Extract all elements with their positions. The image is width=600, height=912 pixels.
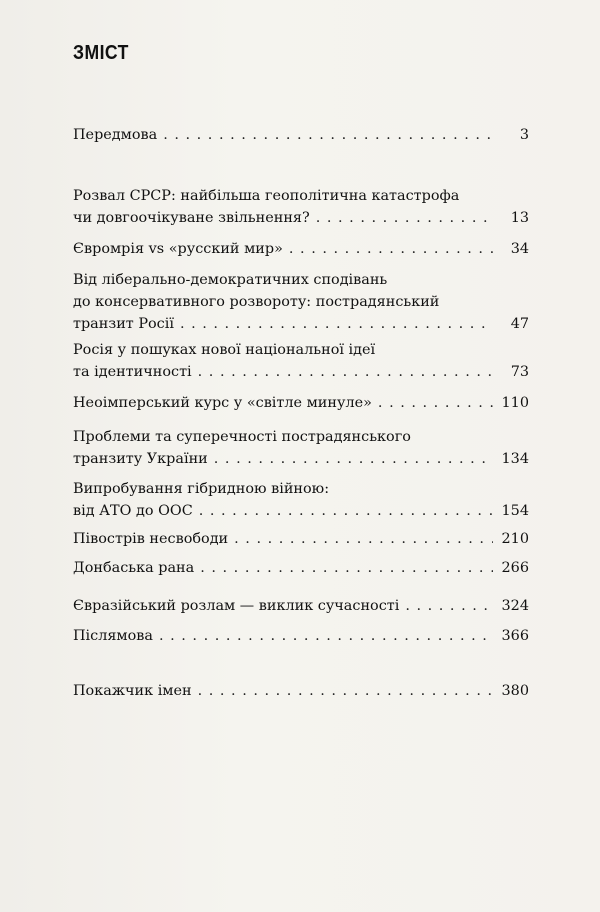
toc-entry-9 [73, 557, 529, 579]
toc-entry-12 [73, 680, 529, 702]
page-title: ЗМІСТ [73, 42, 129, 64]
toc-entry-line: Розвал СРСР: найбільша геополітична катастрофа [73, 188, 460, 204]
dot-leader [316, 207, 493, 229]
dot-leader [180, 313, 493, 335]
toc-page-number: 266 [501, 560, 529, 576]
toc-page-number: 110 [501, 395, 529, 411]
toc-page-number: 47 [510, 316, 529, 332]
toc-entry-1 [73, 185, 529, 229]
toc-page-number: 324 [501, 598, 529, 614]
toc-entry-8 [73, 528, 529, 550]
toc-entry-text: Неоімперський курс у «світле минуле» [73, 395, 372, 411]
dot-leader [163, 124, 493, 146]
toc-entry-text: Передмова [73, 127, 158, 143]
toc-entry-text: та ідентичності [73, 364, 192, 380]
toc-entry-10 [73, 595, 529, 617]
toc-entry-last-line [73, 207, 529, 229]
toc-entry-5 [73, 392, 529, 414]
dot-leader [378, 392, 493, 414]
dot-leader [214, 448, 493, 470]
toc-entry-text: від АТО до ООС [73, 503, 193, 519]
toc-entry-7 [73, 478, 529, 522]
toc-entry-0 [73, 124, 529, 146]
toc-page-number: 380 [501, 683, 529, 699]
toc-entry-last-line [73, 448, 529, 470]
toc-entry-last-line [73, 238, 529, 260]
toc-page-number: 134 [501, 451, 529, 467]
toc-page-number: 154 [501, 503, 529, 519]
toc-entry-last-line [73, 625, 529, 647]
toc-entry-text: Півострів несвободи [73, 531, 229, 547]
toc-page-number: 210 [501, 531, 529, 547]
toc-entry-text: Євромрія vs «русский мир» [73, 241, 283, 257]
toc-entry-text: Донбаська рана [73, 560, 195, 576]
toc-entry-last-line [73, 392, 529, 414]
toc-entry-last-line [73, 124, 529, 146]
toc-entry-11 [73, 625, 529, 647]
dot-leader [234, 528, 493, 550]
toc-entry-text: Євразійський розлам — виклик сучасності [73, 598, 400, 614]
dot-leader [405, 595, 493, 617]
toc-entry-last-line [73, 680, 529, 702]
toc-page-number: 3 [519, 127, 529, 143]
toc-entry-last-line [73, 500, 529, 522]
toc-entry-line: Випробування гібридною війною: [73, 481, 330, 497]
dot-leader [289, 238, 493, 260]
dot-leader [159, 625, 493, 647]
toc-entry-line: Росія у пошуках нової національної ідеї [73, 342, 376, 358]
toc-entry-text: транзиту України [73, 451, 208, 467]
toc-entry-text: Покажчик імен [73, 683, 192, 699]
toc-entry-last-line [73, 595, 529, 617]
toc-page-number: 34 [510, 241, 529, 257]
toc-entry-line: Проблеми та суперечності пострадянського [73, 429, 411, 445]
dot-leader [199, 500, 493, 522]
dot-leader [200, 557, 493, 579]
toc-entry-last-line [73, 313, 529, 335]
toc-entry-6 [73, 426, 529, 470]
dot-leader [198, 680, 493, 702]
toc-entry-4 [73, 339, 529, 383]
toc-entry-last-line [73, 528, 529, 550]
toc-page-number: 73 [510, 364, 529, 380]
toc-entry-line: Від ліберально-демократичних сподівань [73, 272, 388, 288]
toc-entry-line: до консервативного розвороту: пострадянський [73, 294, 440, 310]
toc-entry-text: Післямова [73, 628, 153, 644]
toc-entry-last-line [73, 557, 529, 579]
toc-page-number: 13 [510, 210, 529, 226]
toc-entry-last-line [73, 361, 529, 383]
dot-leader [198, 361, 493, 383]
toc-entry-2 [73, 238, 529, 260]
toc-entry-text: транзит Росії [73, 316, 174, 332]
toc-page-number: 366 [501, 628, 529, 644]
toc-entry-text: чи довгоочікуване звільнення? [73, 210, 310, 226]
toc-entry-3 [73, 269, 529, 335]
